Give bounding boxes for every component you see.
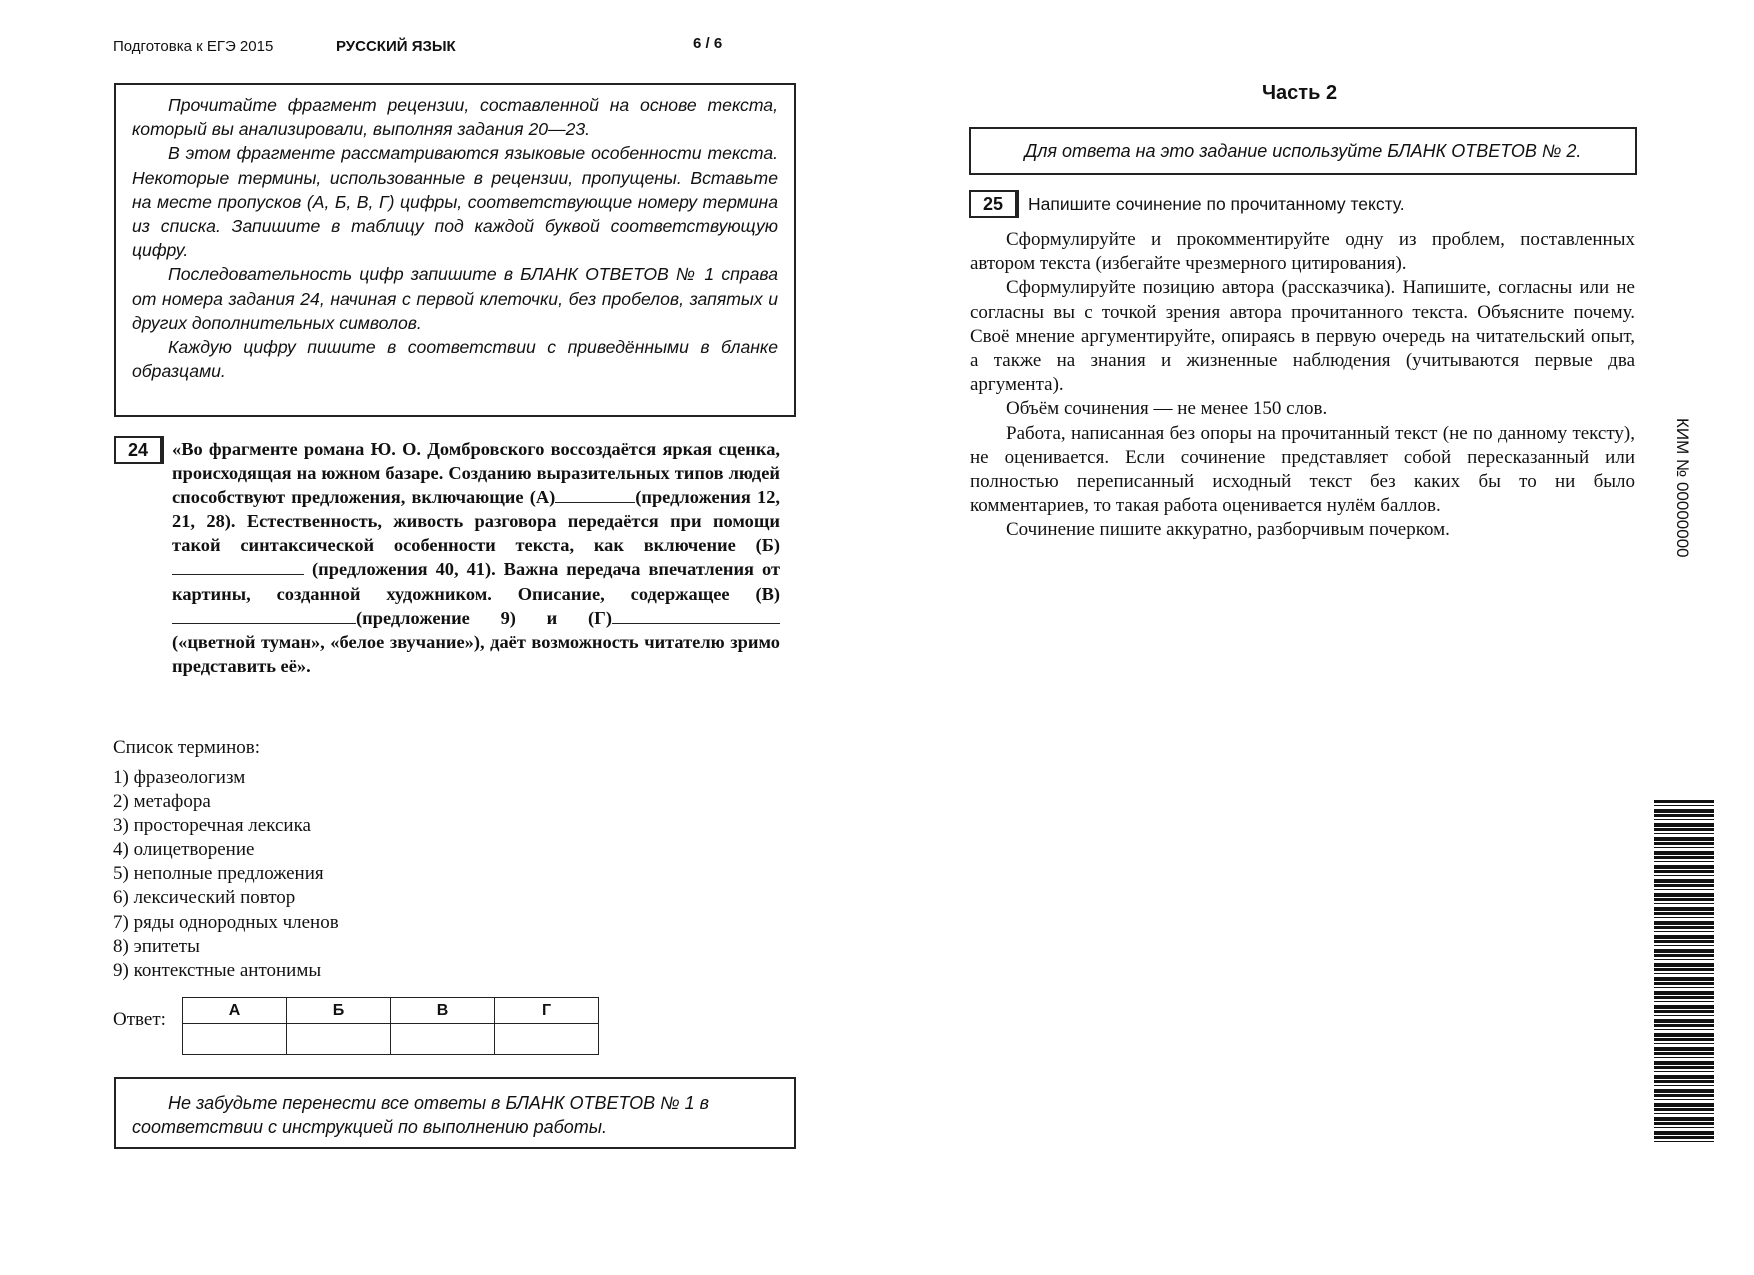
task-24-text: [172, 437, 780, 678]
part2-title: Часть 2: [1262, 82, 1338, 104]
answer-cell-v[interactable]: [391, 1024, 495, 1055]
blank-v: [172, 607, 356, 624]
term-item: 1) фразеологизм: [113, 767, 246, 788]
reminder-box: [114, 1077, 796, 1149]
term-item: 6) лексический повтор: [113, 887, 296, 909]
term-item: 4) олицетворение: [113, 839, 255, 861]
task-24-text-part: («цветной туман», «белое звучание»), даёт возможность читателю зримо представить её».: [172, 631, 780, 676]
header-prep: Подготовка к ЕГЭ 2015: [113, 38, 274, 55]
terms-title: Список терминов:: [113, 737, 260, 758]
blank-b: [172, 558, 304, 575]
blank2-note-box: Для ответа на это задание используйте БЛАНК ОТВЕТОВ № 2.: [969, 127, 1637, 175]
terms-list: [113, 766, 339, 983]
barcode: [1654, 800, 1714, 1145]
answer-table: [182, 997, 599, 1055]
answer-header-v: В: [391, 998, 495, 1024]
instructions-box: [114, 83, 796, 417]
task-24-number: 24: [114, 436, 164, 464]
instruction-paragraph: Последовательность цифр запишите в БЛАНК ОТВЕТОВ № 1 справа от номера задания 24, начиная с первой клеточки, без пробелов, запятых и других дополнительных символов.: [132, 264, 778, 333]
instruction-paragraph: В этом фрагменте рассматриваются языковые особенности текста. Некоторые термины, использованные в рецензии, пропущены. Вставьте на месте пропусков (А, Б, В, Г) цифры, соответствующие номеру термина из списка. Запишите в таблицу под каждой буквой соответствующую цифру.: [132, 143, 778, 261]
term-item: 8) эпитеты: [113, 935, 200, 957]
answer-cell-g[interactable]: [495, 1024, 599, 1055]
term-item: 5) неполные предложения: [113, 863, 324, 885]
term-item: 3) просторечная лексика: [113, 815, 311, 837]
task-24-text-part: (предложение 9) и (Г): [356, 607, 612, 628]
task-25-title: Напишите сочинение по прочитанному тексту.: [1028, 194, 1405, 214]
header-subject: РУССКИЙ ЯЗЫК: [336, 38, 456, 55]
answer-header-a: А: [183, 998, 287, 1024]
answer-header-g: Г: [495, 998, 599, 1024]
task-25-paragraph: Сформулируйте позицию автора (рассказчика). Напишите, согласны или не согласны вы с точкой зрения автора прочитанного текста. Объясните почему. Своё мнение аргументируйте, опираясь в первую очередь на читательский опыт, а также на знания и жизненные наблюдения (учитываются первые два аргумента).: [970, 277, 1635, 396]
answer-cell-a[interactable]: [183, 1024, 287, 1055]
answer-header-b: Б: [287, 998, 391, 1024]
task-24-text-part: (предложения 12, 21, 28). Естественность, живость разговора передаётся при помощи такой синтаксической особенности текста, как включение (Б): [172, 487, 780, 556]
task-24-text-part: «Во фрагменте романа Ю. О. Домбровского воссоздаётся яркая сценка, происходящая на южном базаре. Созданию выразительных типов людей способствуют предложения, включающие (А): [172, 439, 780, 508]
task-25-paragraph: Сочинение пишите аккуратно, разборчивым почерком.: [1006, 519, 1450, 541]
task-25-body: [970, 228, 1635, 543]
answer-cell-b[interactable]: [287, 1024, 391, 1055]
term-item: 9) контекстные антонимы: [113, 959, 322, 981]
reminder-text: Не забудьте перенести все ответы в БЛАНК ОТВЕТОВ № 1 в соответствии с инструкцией по выполнению работы.: [132, 1093, 710, 1137]
term-item: 7) ряды однородных членов: [113, 911, 339, 933]
task-25-paragraph: Сформулируйте и прокомментируйте одну из проблем, поставленных автором текста (избегайте чрезмерного цитирования).: [970, 229, 1635, 275]
task-25-number: 25: [969, 190, 1019, 218]
blank-g: [612, 607, 780, 624]
task-25-paragraph: Работа, написанная без опоры на прочитанный текст (не по данному тексту), не оценивается. Если сочинение представляет собой пересказанный или полностью переписанный исходный текст без каких бы то ни было комментариев, то такая работа оценивается нулём баллов.: [970, 422, 1635, 517]
term-item: 2) метафора: [113, 791, 211, 813]
kim-number: КИМ № 00000000: [1673, 418, 1692, 558]
task-24-text-part: (предложения 40, 41). Важна передача впечатления от картины, созданной художником. Описание, содержащее (В): [172, 559, 780, 604]
header-page-number: 6 / 6: [693, 35, 723, 52]
blank-a: [555, 486, 635, 503]
instruction-paragraph: Прочитайте фрагмент рецензии, составленной на основе текста, который вы анализировали, выполняя задания 20—23.: [132, 95, 778, 140]
instruction-paragraph: Каждую цифру пишите в соответствии с приведёнными в бланке образцами.: [132, 337, 778, 382]
task-25-paragraph: Объём сочинения — не менее 150 слов.: [1006, 398, 1328, 420]
answer-label: Ответ:: [113, 1009, 166, 1030]
